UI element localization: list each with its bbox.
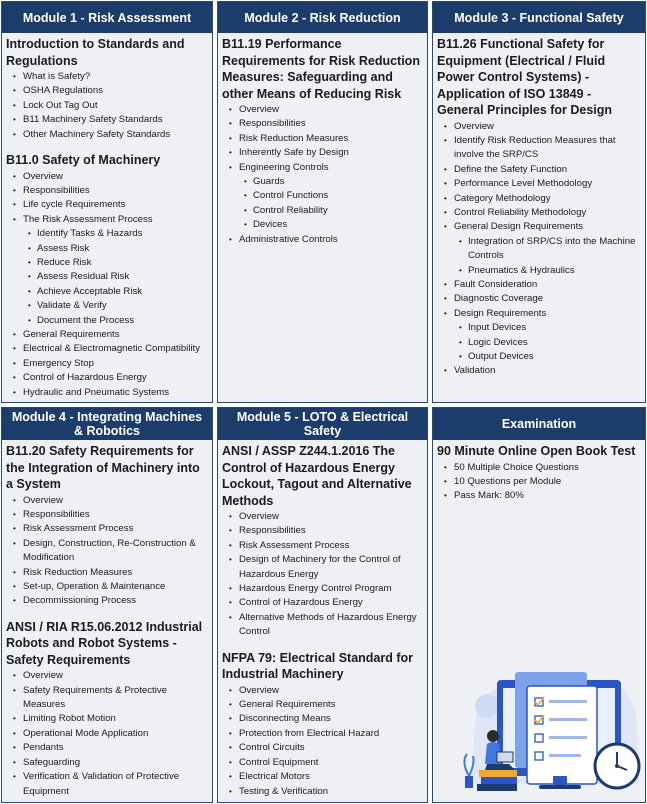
topic-item: • Design, Construction, Re-Construction & Modification [6,537,208,566]
topic-list [437,461,641,504]
topic-item: • Responsibilities [222,117,423,131]
topic-item: • Overview [222,510,423,524]
topic-item: • Hazardous Energy Control Program [222,582,423,596]
section-title: 90 Minute Online Open Book Test [437,444,636,458]
topic-item: • Control Reliability Methodology [437,206,641,220]
module-body [218,440,427,799]
topic-list [222,510,423,640]
module-section [6,152,208,400]
topic-item: • Electrical Motors [222,770,423,784]
module-section [437,36,641,379]
module-body [433,440,645,504]
sub-topic-item: • Document the Process [6,314,208,328]
topic-list [6,170,208,401]
topic-item: • Responsibilities [222,524,423,538]
topic-item: • Overview [6,170,208,184]
topic-item: • Control of Hazardous Energy [6,371,208,385]
module-section [437,443,641,504]
topic-item: • Protection from Electrical Hazard [222,727,423,741]
module-section [6,619,208,799]
topic-item: • Pendants [6,741,208,755]
sub-topic-item: • Control Reliability [222,204,423,218]
module-risk-assessment [1,1,213,403]
topic-item: • Set-up, Operation & Maintenance [6,580,208,594]
topic-item: • Verification & Validation of Protective Equipment [6,770,208,799]
topic-list [6,70,208,142]
module-header: Module 2 - Risk Reduction [218,2,427,33]
topic-item: • Risk Assessment Process [222,539,423,553]
module-section [222,36,423,247]
topic-item: • Engineering Controls [222,161,423,175]
sub-topic-item: • Reduce Risk [6,256,208,270]
module-body [433,33,645,379]
topic-list [6,669,208,799]
topic-item: • Pass Mark: 80% [437,489,641,503]
module-risk-reduction [217,1,428,403]
sub-topic-item: • Assess Risk [6,242,208,256]
module-header: Module 5 - LOTO & Electrical Safety [218,408,427,440]
topic-item: • 10 Questions per Module [437,475,641,489]
sub-topic-item: • Achieve Acceptable Risk [6,285,208,299]
course-outline-grid [1,1,646,803]
module-loto-electrical-safety [217,407,428,803]
topic-item: • Design of Machinery for the Control of Hazardous Energy [222,553,423,582]
topic-item: • Inherently Safe by Design [222,146,423,160]
topic-item: • General Design Requirements [437,220,641,234]
module-functional-safety [432,1,646,403]
sub-topic-item: • Devices [222,218,423,232]
topic-item: • Overview [222,103,423,117]
topic-item: • Safety Requirements & Protective Measures [6,684,208,713]
topic-item: • General Requirements [222,698,423,712]
topic-item: • Risk Assessment Process [6,522,208,536]
sub-topic-item: • Assess Residual Risk [6,270,208,284]
topic-list [222,103,423,247]
module-header: Examination [433,408,645,440]
topic-item: • Safeguarding [6,756,208,770]
topic-item: • General Requirements [6,328,208,342]
topic-item: • Overview [437,120,641,134]
topic-list [437,120,641,379]
topic-item: • Performance Level Methodology [437,177,641,191]
module-integrating-machines-robotics [1,407,213,803]
topic-item: • Overview [222,684,423,698]
topic-item: • Administrative Controls [222,233,423,247]
topic-item: • Alternative Methods of Hazardous Energy Control [222,611,423,640]
module-section [6,443,208,609]
topic-item: • Category Methodology [437,192,641,206]
topic-item: • Hydraulic and Pneumatic Systems [6,386,208,400]
section-title: ANSI / ASSP Z244.1.2016 The Control of Hazardous Energy Lockout, Tagout and Alternative Methods [222,444,412,508]
module-section [222,443,423,640]
online-exam-illustration-icon [457,666,646,800]
module-section [222,650,423,799]
topic-item: • Design Requirements [437,307,641,321]
topic-item: • Control of Hazardous Energy [222,596,423,610]
topic-item: • Responsibilities [6,508,208,522]
topic-item: • Fault Consideration [437,278,641,292]
topic-item: • Diagnostic Coverage [437,292,641,306]
topic-item: • Disconnecting Means [222,712,423,726]
module-body [2,33,212,400]
topic-item: • Control Equipment [222,756,423,770]
module-header: Module 4 - Integrating Machines & Robotics [2,408,212,440]
topic-item: • OSHA Regulations [6,84,208,98]
topic-item: • Testing & Verification [222,785,423,799]
sub-topic-item: • Validate & Verify [6,299,208,313]
topic-item: • Lock Out Tag Out [6,99,208,113]
module-section [6,36,208,142]
module-header: Module 3 - Functional Safety [433,2,645,33]
sub-topic-item: • Input Devices [437,321,641,335]
topic-item: • B11 Machinery Safety Standards [6,113,208,127]
topic-item: • Operational Mode Application [6,727,208,741]
sub-topic-item: • Logic Devices [437,336,641,350]
topic-item: • Emergency Stop [6,357,208,371]
topic-item: • 50 Multiple Choice Questions [437,461,641,475]
module-body [2,440,212,799]
topic-item: • Identify Risk Reduction Measures that involve the SRP/CS [437,134,641,163]
sub-topic-item: • Output Devices [437,350,641,364]
section-title: ANSI / RIA R15.06.2012 Industrial Robots and Robot Systems - Safety Requirements [6,619,203,667]
section-title: B11.19 Performance Requirements for Risk Reduction Measures: Safeguarding and other Means of Reducing Risk [222,37,420,101]
topic-item: • Risk Reduction Measures [222,132,423,146]
topic-item: • Validation [437,364,641,378]
topic-item: • Responsibilities [6,184,208,198]
topic-item: • What is Safety? [6,70,208,84]
sub-topic-item: • Pneumatics & Hydraulics [437,264,641,278]
topic-item: • Control Circuits [222,741,423,755]
sub-topic-item: • Identify Tasks & Hazards [6,227,208,241]
module-header: Module 1 - Risk Assessment [2,2,212,33]
section-title: B11.0 Safety of Machinery [6,153,161,168]
topic-list [6,494,208,609]
section-title: NFPA 79: Electrical Standard for Industrial Machinery [222,650,414,682]
topic-item: • Life cycle Requirements [6,198,208,212]
section-title: Introduction to Standards and Regulations [6,37,185,68]
topic-item: • Overview [6,669,208,683]
topic-item: • Decommissioning Process [6,594,208,608]
topic-item: • The Risk Assessment Process [6,213,208,227]
module-examination [432,407,646,803]
topic-list [222,684,423,799]
section-title: B11.20 Safety Requirements for the Integration of Machinery into a System [6,444,200,491]
topic-item: • Limiting Robot Motion [6,712,208,726]
topic-item: • Overview [6,494,208,508]
sub-topic-item: • Guards [222,175,423,189]
topic-item: • Risk Reduction Measures [6,566,208,580]
sub-topic-item: • Control Functions [222,189,423,203]
module-body [218,33,427,247]
sub-topic-item: • Integration of SRP/CS into the Machine Controls [437,235,641,264]
topic-item: • Electrical & Electromagnetic Compatibility [6,342,208,356]
section-title: B11.26 Functional Safety for Equipment (Electrical / Fluid Power Control Systems) - Application of ISO 13849 - General Principles for Design [437,37,613,117]
topic-item: • Define the Safety Function [437,163,641,177]
topic-item: • Other Machinery Safety Standards [6,128,208,142]
